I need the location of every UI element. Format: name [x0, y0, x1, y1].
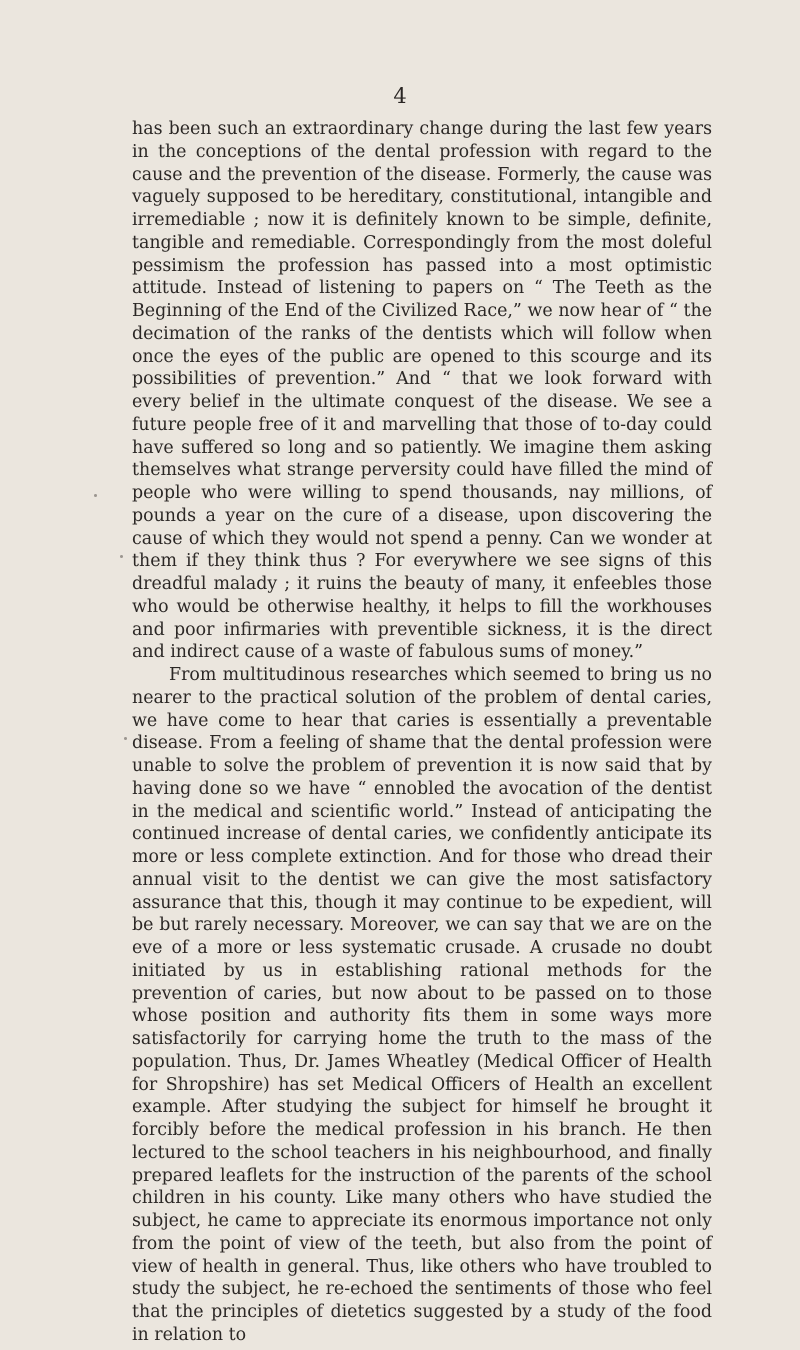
paragraph-researches: From multitudinous researches which seemed to bring us no nearer to the practical solution of the problem of dental caries, we have come to hear that caries is essentially a preventable disease. From a feeling of shame that the dental profession were unable to solve the problem of prevention it is now said that by having done so we have “ ennobled the avocation of the dentist in the medical and scientific world.” Instead of anticipating the continued increase of dental caries, we confidently anticipate its more or less complete extinction. And for those who dread their annual visit to the dentist we can give the most satisfactory assurance that this, though it may continue to be expedient, will be but rarely necessary. Moreover, we can say that we are on the eve of a more or less systematic crusade. A crusade no doubt initiated by us in establishing rational methods for the prevention of caries, but now about to be passed on to those whose position and authority fits them in some ways more satisfactorily for carrying home the truth to the mass of the population. Thus, Dr. James Wheatley (Medical Officer of Health for Shropshire) has set Medical Officers of Health an excellent example. After studying the subject for himself he brought it forcibly before the medical profession in his branch. He then lectured to the school teachers in his neighbourhood, and finally prepared leaflets for the instruction of the parents of the school children in his county. Like many others who have studied the subject, he came to appreciate its enormous importance not only from the point of view of the teeth, but also from the point of view of health in general. Thus, like others who have troubled to study the subject, he re-echoed the sentiments of those who feel that the principles of dietetics suggested by a study of the food in relation to [132, 665, 712, 1345]
body-text [132, 118, 712, 1347]
margin-speck [120, 555, 123, 558]
page-number: 4 [393, 84, 407, 108]
margin-speck [124, 737, 127, 740]
paragraph-continuation: has been such an extraordinary change during the last few years in the conceptions of the dental profession with regard to the cause and the prevention of the disease. Formerly, the cause was vaguely supposed to be hereditary, constitutional, intangible and irremediable ; now it is definitely known to be simple, definite, tangible and remediable. Correspondingly from the most doleful pessimism the profession has passed into a most optimistic attitude. Instead of listening to papers on “ The Teeth as the Beginning of the End of the Civilized Race,” we now hear of “ the decimation of the ranks of the dentists which will follow when once the eyes of the public are opened to this scourge and its possibilities of prevention.” And “ that we look forward with every belief in the ultimate conquest of the disease. We see a future people free of it and marvelling that those of to-day could have suffered so long and so patiently. We imagine them asking themselves what strange perversity could have filled the mind of people who were willing to spend thousands, nay millions, of pounds a year on the cure of a disease, upon discovering the cause of which they would not spend a penny. Can we wonder at them if they think thus ? For everywhere we see signs of this dreadful malady ; it ruins the beauty of many, it enfeebles those who would be otherwise healthy, it helps to fill the workhouses and poor infirmaries with preventible sickness, it is the direct and indirect cause of a waste of fabulous sums of money.” [132, 119, 712, 663]
margin-speck [94, 494, 97, 497]
